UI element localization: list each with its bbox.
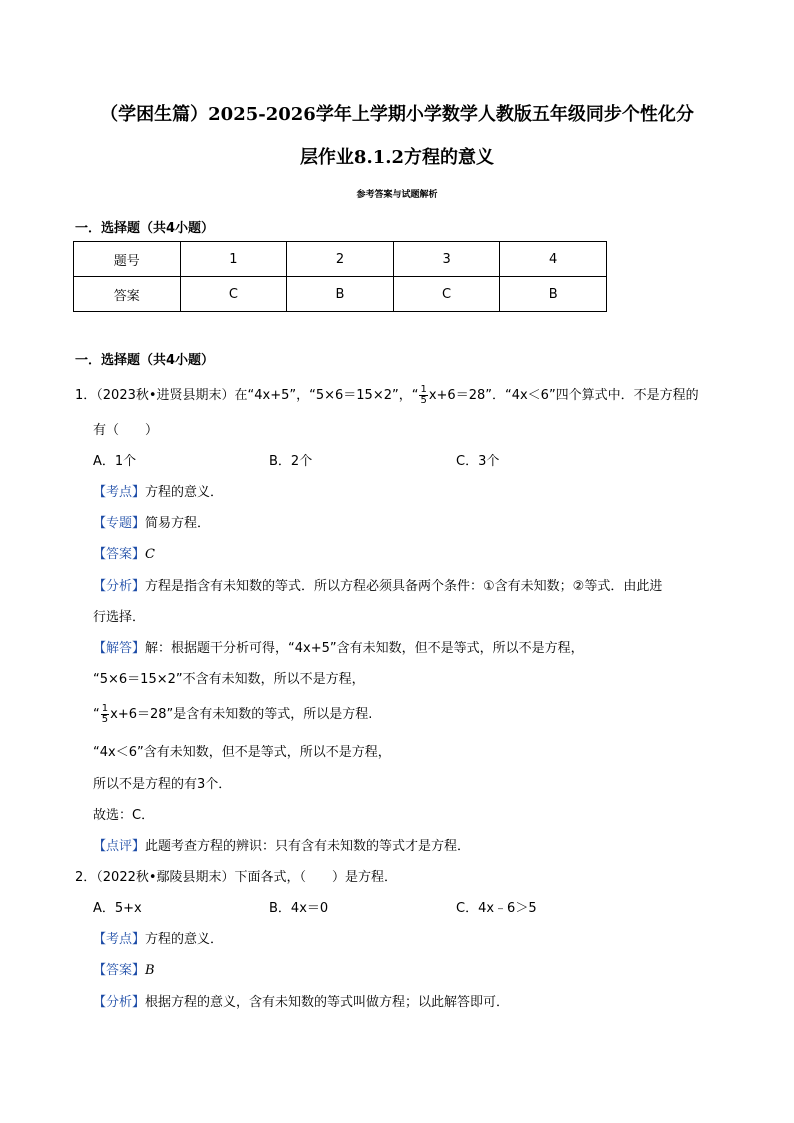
q1-daan: [93, 545, 155, 565]
tag-label: 【答案】: [93, 963, 146, 978]
table-cell: 4: [500, 242, 607, 277]
doc-title-line2: 层作业8.1.2方程的意义: [299, 147, 495, 168]
q1-jieda-f: 故选：C．: [93, 808, 155, 823]
q1-stem: [75, 385, 699, 406]
fenxi-text: 方程是指含有未知数的等式．所以方程必须具备两个条件：①含有未知数；②等式．由此进: [145, 579, 663, 594]
q1-fenxi: [93, 577, 662, 597]
frac-numerator: 1: [420, 384, 427, 395]
table-cell: 3: [393, 242, 500, 277]
section-heading: 一．选择题（共4小题）: [75, 353, 215, 368]
answer-text: B: [145, 963, 155, 978]
dianping-text: 此题考查方程的辨识：只有含有未知数的等式才是方程．: [145, 839, 471, 854]
jieda-text: x+6＝28”是含有未知数的等式，所以是方程.: [110, 707, 373, 722]
fraction: [419, 385, 427, 406]
tag-label: 【分析】: [93, 579, 146, 594]
q1-fenxi-cont: 行选择．: [93, 610, 146, 625]
tag-label: 【点评】: [93, 839, 146, 854]
table-cell: C: [393, 277, 500, 312]
answer-table: [73, 241, 607, 312]
frac-denominator: 5: [420, 395, 427, 406]
tag-label: 【考点】: [93, 485, 146, 500]
fenxi-text: 根据方程的意义，含有未知数的等式叫做方程；以此解答即可．: [145, 995, 510, 1010]
q1-jieda-d: “4x＜6”含有未知数，但不是等式，所以不是方程，: [93, 745, 391, 760]
frac-numerator: 1: [101, 703, 109, 714]
tag-label: 【答案】: [93, 547, 146, 562]
doc-title-line1: （学困生篇）2025-2026学年上学期小学数学人教版五年级同步个性化分: [100, 104, 694, 125]
q2-daan: [93, 961, 155, 981]
q1-zhuanti: [93, 514, 210, 534]
option-c: C．3个: [456, 454, 500, 469]
tag-label: 【专题】: [93, 516, 146, 531]
q1-stem-part: x+6＝28”．“4x＜6”四个算式中．不是方程的: [428, 388, 699, 403]
q2-options: [93, 899, 537, 919]
kaodian-text: 方程的意义．: [145, 485, 224, 500]
q1-dianping: [93, 837, 470, 857]
table-row: [74, 277, 607, 312]
q1-options: [93, 452, 499, 472]
option-b: B．4x＝0: [269, 901, 329, 916]
q1-jieda-b: “5×6＝15×2”不含有未知数，所以不是方程，: [93, 672, 365, 687]
q1-stem-part: 1．（2023秋•进贤县期末）在“4x+5”，“5×6＝15×2”，“: [75, 388, 419, 403]
q1-jieda-e: 所以不是方程的有3个．: [93, 777, 232, 792]
quote-mark: “: [93, 707, 100, 722]
kaodian-text: 方程的意义．: [145, 932, 224, 947]
option-a: A．1个: [93, 454, 137, 469]
q1-jieda: [93, 639, 584, 659]
table-cell: 题号: [74, 242, 181, 277]
tag-label: 【解答】: [93, 641, 146, 656]
option-a: A．5+x: [93, 901, 142, 916]
tag-label: 【考点】: [93, 932, 146, 947]
table-cell: 2: [287, 242, 394, 277]
frac-denominator: 5: [101, 714, 109, 725]
q1-kaodian: [93, 483, 223, 503]
q2-kaodian: [93, 930, 223, 950]
q2-stem: 2．（2022秋•鄢陵县期末）下面各式，（ ）是方程．: [75, 870, 398, 885]
zhuanti-text: 简易方程．: [145, 516, 211, 531]
table-cell: 1: [180, 242, 287, 277]
tag-label: 【分析】: [93, 995, 146, 1010]
answer-text: C: [145, 547, 155, 562]
jieda-text: 解：根据题干分析可得，“4x+5”含有未知数，但不是等式，所以不是方程，: [145, 641, 584, 656]
section-heading-top: 一．选择题（共4小题）: [75, 221, 215, 236]
doc-subtitle: 参考答案与试题解析: [356, 190, 438, 200]
option-c: C．4x﹣6＞5: [456, 901, 537, 916]
table-cell: 答案: [74, 277, 181, 312]
q1-stem-cont: 有（ ）: [93, 423, 159, 438]
fraction: [101, 704, 109, 725]
option-b: B．2个: [269, 454, 313, 469]
table-cell: B: [500, 277, 607, 312]
table-cell: B: [287, 277, 394, 312]
table-row: [74, 242, 607, 277]
table-cell: C: [180, 277, 287, 312]
q2-fenxi: [93, 993, 509, 1013]
q1-jieda-c: [93, 704, 372, 725]
